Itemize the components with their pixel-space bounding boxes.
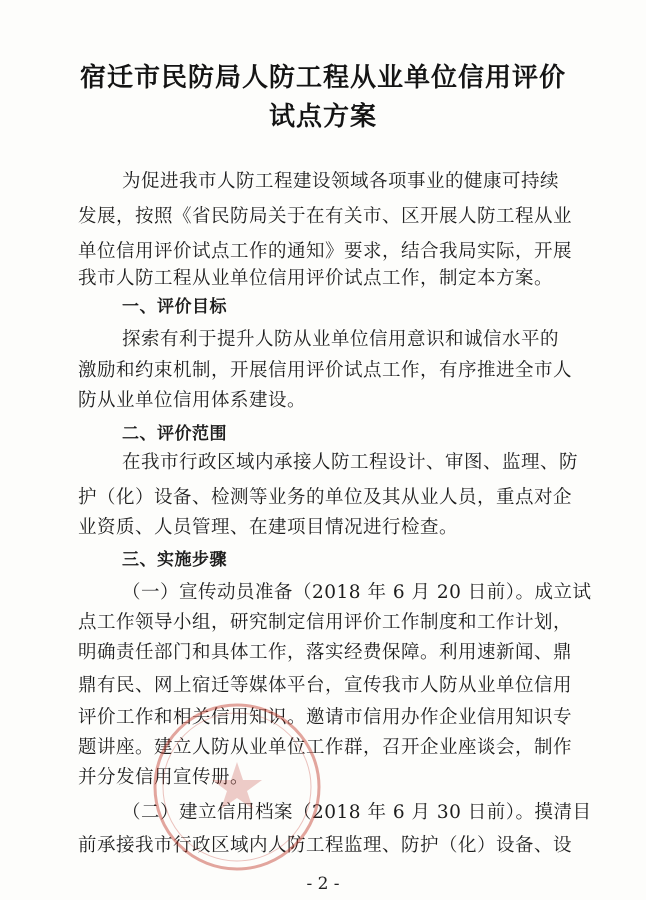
body-line: 点工作领导小组，研究制定信用评价工作制度和工作计划，	[78, 612, 573, 633]
body-line: 护（化）设备、检测等业务的单位及其从业人员，重点对企	[78, 487, 573, 508]
section-heading: 二、评价范围	[122, 424, 227, 444]
body-line: 鼎有民、网上宿迁等媒体平台，宣传我市人防从业单位信用	[78, 675, 573, 696]
body-line: 探索有利于提升人防从业单位信用意识和诚信水平的	[122, 329, 560, 350]
body-line: 在我市行政区域内承接人防工程设计、审图、监理、防	[122, 452, 579, 473]
section-heading: 三、实施步骤	[122, 550, 227, 570]
section-heading: 一、评价目标	[122, 297, 227, 317]
body-line: 评价工作和相关信用知识。邀请市信用办作企业信用知识专	[78, 707, 573, 728]
page-number: - 2 -	[306, 874, 340, 894]
body-line: 明确责任部门和具体工作，落实经费保障。利用速新闻、鼎	[78, 642, 573, 663]
document-title-line-1: 宿迁市民防局人防工程从业单位信用评价	[79, 63, 566, 93]
body-line: 前承接我市行政区域内人防工程监理、防护（化）设备、设	[78, 835, 573, 856]
body-line: 发展，按照《省民防局关于在有关市、区开展人防工程从业	[78, 206, 573, 227]
body-line: 业资质、人员管理、在建项目情况进行检查。	[78, 517, 459, 538]
body-line: 单位信用评价试点工作的通知》要求，结合我局实际，开展	[78, 241, 573, 262]
body-line: 我市人防工程从业单位信用评价试点工作，制定本方案。	[78, 268, 554, 289]
body-line: 激励和约束机制，开展信用评价试点工作，有序推进全市人	[78, 360, 573, 381]
body-line: 题讲座。建立人防从业单位工作群，召开企业座谈会，制作	[78, 737, 573, 758]
body-line: 为促进我市人防工程建设领域各项事业的健康可持续	[122, 171, 560, 192]
body-line: （一）宣传动员准备（2018 年 6 月 20 日前）。成立试	[122, 582, 592, 603]
body-line: （二）建立信用档案（2018 年 6 月 30 日前）。摸清目	[122, 802, 592, 823]
body-line: 并分发信用宣传册。	[78, 767, 250, 788]
body-line: 防从业单位信用体系建设。	[78, 390, 307, 411]
document-title-line-2: 试点方案	[268, 102, 377, 132]
